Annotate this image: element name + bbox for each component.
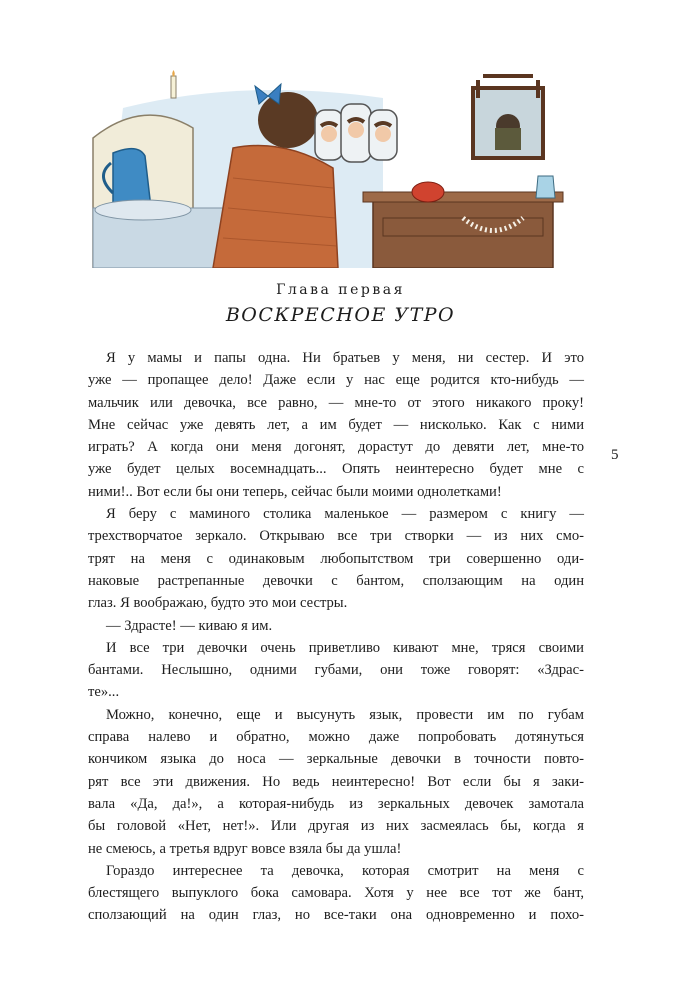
text-line: И все три девочки очень приветливо кивают мне, тряся своими — [106, 639, 584, 656]
perfume-bottle-icon — [536, 176, 555, 198]
text-line: вала «Да, да!», а которая-нибудь из зеркальных девочек замотала — [88, 795, 584, 812]
text-line: бантами. Неслышно, одними губами, они тоже говорят: «Здрас- — [88, 662, 584, 679]
text-line: не смеюсь, а третья вдруг вовсе взяла бы да ушла! — [88, 840, 402, 857]
chapter-title: ВОСКРЕСНОЕ УТРО — [225, 304, 456, 326]
chapter-label: Глава первая — [276, 282, 405, 298]
text-line: кончиком языка до носа — зеркальные девочки в точности повто- — [88, 751, 584, 768]
text-line: глаз. Я воображаю, будто это мои сестры. — [88, 595, 348, 612]
text-line: трят на меня с одинаковым любопытством три совершенно оди- — [88, 550, 584, 567]
text-line: уже — пропащее дело! Даже если у нас еще родится кто-нибудь — — [88, 372, 584, 389]
text-line: уже будет целых восемнадцать... Опять неинтересно будет мне с — [88, 461, 584, 478]
text-line: Я у мамы и папы одна. Ни братьев у меня, ни сестер. И это — [106, 350, 584, 366]
text-line: Можно, конечно, еще и высунуть язык, провести им по губам — [106, 706, 584, 723]
girl-hair — [258, 92, 318, 148]
text-line: играть? А когда они меня догонят, дорастут до девяти лет, мне-то — [88, 439, 584, 456]
text-line: те»... — [88, 684, 120, 701]
girl-dress — [213, 146, 338, 269]
text-line: Гораздо интереснее та девочка, которая смотрит на меня с — [106, 862, 584, 879]
text-line: мальчик или девочка, все равно, — мне-то от этого никакого проку! — [88, 394, 584, 411]
text-line: ними!.. Вот если бы они теперь, сейчас были моими однолетками! — [88, 483, 502, 500]
text-line: — Здрасте! — киваю я им. — [106, 617, 273, 634]
text-line: сползающий на один глаз, но все-таки она одновременно и похо- — [88, 907, 584, 924]
text-line: рят все эти движения. Но ведь неинтересно! Вот если бы я заки- — [88, 773, 584, 790]
text-line: бы головой «Нет, нет!». Или другая из них засмеялась бы, когда я — [88, 818, 584, 835]
dresser — [373, 198, 553, 268]
text-line: трехстворчатое зеркало. Открываю все три створки — из них смо- — [88, 528, 584, 545]
text-line: наковые растрепанные девочки с бантом, сползающим на один — [88, 572, 584, 589]
trifold-mirror-icon — [315, 104, 397, 162]
red-box-icon — [412, 182, 444, 202]
text-line: блестящего выпуклого бока самовара. Хотя у нее все тот же бант, — [88, 885, 584, 902]
page-number: 5 — [611, 447, 619, 463]
text-line: Я беру с маминого столика маленькое — размером с книгу — — [106, 506, 584, 523]
text-line: Мне сейчас уже девять лет, а им будет — нисколько. Как с ними — [88, 416, 584, 433]
body-text — [88, 347, 584, 927]
basin — [95, 200, 191, 220]
text-line: справа налево и обратно, можно даже попробовать дотянуться — [88, 729, 584, 746]
girl-with-mirror-illustration — [83, 68, 593, 268]
candle — [171, 76, 176, 98]
